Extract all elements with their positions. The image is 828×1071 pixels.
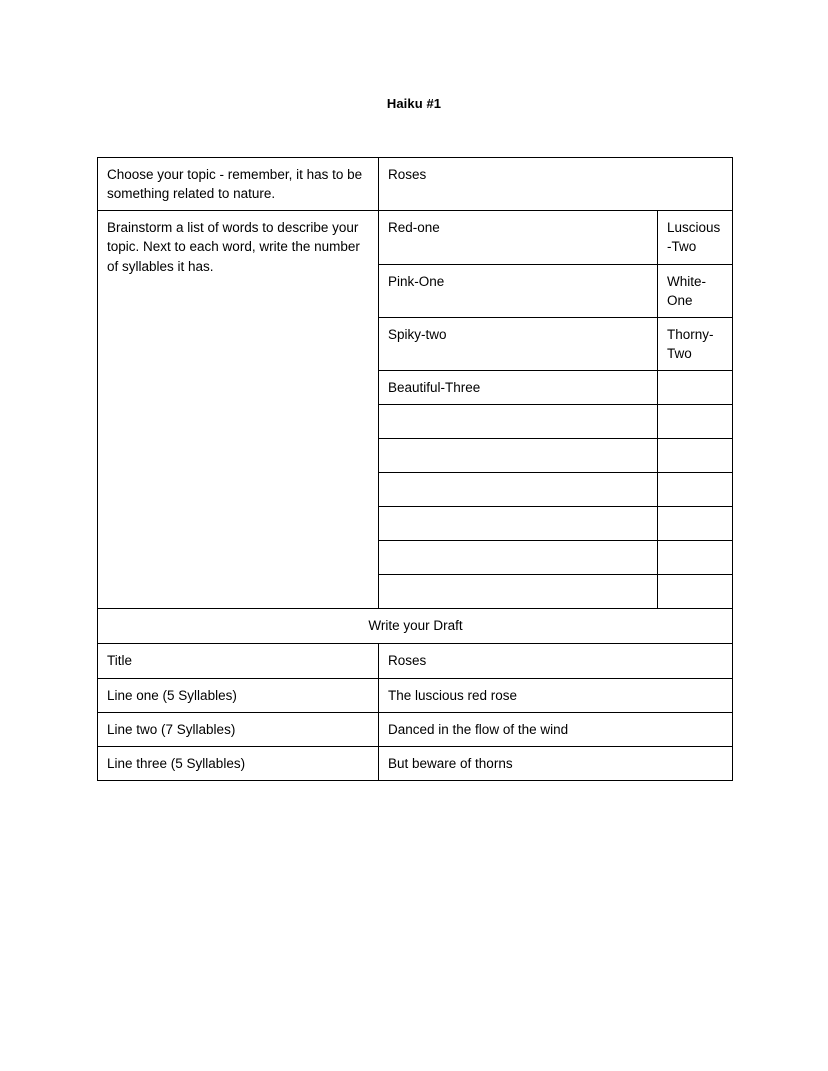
brainstorm-word-cell[interactable] — [658, 575, 733, 609]
table-row-draft-line-two — [98, 712, 733, 746]
brainstorm-prompt-cell: Brainstorm a list of words to describe your topic. Next to each word, write the number of syllables it has. — [98, 211, 379, 609]
topic-prompt-cell: Choose your topic - remember, it has to be something related to nature. — [98, 158, 379, 211]
brainstorm-word-cell[interactable]: Pink-One — [379, 264, 658, 317]
table-row-draft-line-one — [98, 678, 733, 712]
table-row-draft-title — [98, 644, 733, 678]
draft-label-cell: Line three (5 Syllables) — [98, 746, 379, 780]
brainstorm-word-cell[interactable] — [658, 507, 733, 541]
brainstorm-word-cell[interactable] — [379, 439, 658, 473]
draft-value-cell[interactable]: But beware of thorns — [379, 746, 733, 780]
brainstorm-word-cell[interactable] — [658, 439, 733, 473]
draft-section-header: Write your Draft — [98, 609, 733, 644]
brainstorm-word-cell[interactable] — [379, 507, 658, 541]
draft-label-cell: Title — [98, 644, 379, 678]
draft-label-cell: Line two (7 Syllables) — [98, 712, 379, 746]
brainstorm-word-cell[interactable] — [658, 473, 733, 507]
table-row-draft-line-three — [98, 746, 733, 780]
brainstorm-word-cell[interactable]: Luscious-Two — [658, 211, 733, 264]
brainstorm-word-cell[interactable]: Thorny-Two — [658, 317, 733, 370]
haiku-worksheet-table — [97, 157, 733, 781]
worksheet-body — [98, 158, 733, 781]
brainstorm-word-cell[interactable]: Beautiful-Three — [379, 371, 658, 405]
table-row-draft-header — [98, 609, 733, 644]
brainstorm-word-cell[interactable] — [379, 541, 658, 575]
page-title: Haiku #1 — [386, 96, 442, 111]
brainstorm-word-cell[interactable] — [379, 473, 658, 507]
brainstorm-word-cell[interactable] — [658, 405, 733, 439]
draft-label-cell: Line one (5 Syllables) — [98, 678, 379, 712]
brainstorm-word-cell[interactable]: Spiky-two — [379, 317, 658, 370]
table-row-topic — [98, 158, 733, 211]
draft-value-cell[interactable]: Roses — [379, 644, 733, 678]
draft-value-cell[interactable]: Danced in the flow of the wind — [379, 712, 733, 746]
topic-value-cell[interactable]: Roses — [379, 158, 733, 211]
brainstorm-word-cell[interactable] — [379, 575, 658, 609]
draft-value-cell[interactable]: The luscious red rose — [379, 678, 733, 712]
brainstorm-word-cell[interactable] — [379, 405, 658, 439]
brainstorm-word-cell[interactable]: Red-one — [379, 211, 658, 264]
table-row-brainstorm-1 — [98, 211, 733, 264]
brainstorm-word-cell[interactable]: White-One — [658, 264, 733, 317]
brainstorm-word-cell[interactable] — [658, 371, 733, 405]
brainstorm-word-cell[interactable] — [658, 541, 733, 575]
